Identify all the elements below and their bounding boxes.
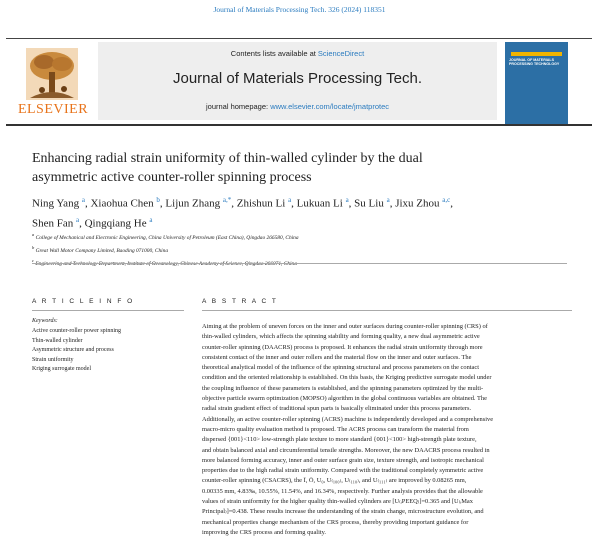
- affiliation-text: Great Wall Motor Company Limited, Baoding 071000, China: [35, 247, 169, 254]
- abstract-line: Principal₎]=0.438. These results increase the understanding of the strain change, microstructure evolution, and: [202, 508, 484, 516]
- abstract-line: consistent contact of the inner and outer rollers and the material flow on the inner and outer surfaces. The: [202, 353, 472, 361]
- contents-line: [98, 49, 497, 58]
- author-affil-mark[interactable]: a,*: [222, 196, 232, 204]
- author-name[interactable]: Xiaohua Chen: [90, 197, 154, 210]
- journal-title[interactable]: Journal of Materials Processing Tech.: [172, 70, 422, 87]
- abstract-body: [202, 322, 572, 538]
- keyword-item: Strain uniformity: [32, 356, 74, 363]
- sciencedirect-link[interactable]: ScienceDirect: [317, 49, 365, 58]
- abstract-line: thin-walled cylinders, which affects the spinning stability and forming quality, a new dual asymmetric active: [202, 333, 480, 341]
- abstract-line: mechanical properties change mechanism of the CRS process, thereby providing important guidance for: [202, 518, 469, 526]
- abstract-line: improving the CRS process and forming quality.: [202, 528, 327, 536]
- affiliation-item: [32, 256, 572, 269]
- contents-prefix: Contents lists available at: [230, 49, 318, 58]
- title-line-1: Enhancing radial strain uniformity of thin-walled cylinder by the dual: [32, 151, 423, 166]
- article-info-heading: A R T I C L E I N F O: [32, 298, 135, 305]
- author-name[interactable]: Lukuan Li: [296, 197, 343, 210]
- abstract-line: radial strain gradient effect of traditional spun parts is basically eliminated under this process parameters.: [202, 405, 472, 413]
- abstract-line: counter-roller spinning (CSACRS), the Ī, Ō, U₀, U₍₁₀₀₎, U₍₁₁₀₎, and U₍₁₁₁₎ are improved by 0.08265 mm,: [202, 477, 467, 485]
- author-affil-mark[interactable]: a: [149, 215, 153, 224]
- author-affil-mark[interactable]: a: [386, 196, 390, 204]
- abstract-line: condition and the oriented relationship is established. On this basis, the Kriging predictive surrogate model under: [202, 374, 492, 382]
- author-name[interactable]: Zhishun Li: [236, 197, 286, 210]
- keyword-item: Asymmetric structure and process: [32, 347, 114, 353]
- abstract-line: counter-roller spinning (DAACRS) process is proposed. It enhances the radial strain uniformity through more: [202, 343, 483, 351]
- homepage-link[interactable]: www.elsevier.com/locate/jmatprotec: [270, 102, 389, 111]
- author-name[interactable]: Qingqiang He: [84, 217, 147, 230]
- keyword-item: Active counter-roller power spinning: [32, 328, 122, 334]
- affiliation-mark: b: [32, 244, 35, 250]
- affiliation-mark: a: [32, 232, 35, 237]
- abstract-line: Aiming at the problem of uneven forces on the inner and outer surfaces during counter-roller spinning (CRS) of: [202, 323, 488, 330]
- author-affil-mark[interactable]: a: [288, 196, 292, 204]
- homepage-line: [98, 102, 497, 111]
- abstract-line: theoretical analytical model of the influence of the spinning structural and process parameters on the contact: [202, 364, 480, 372]
- author-affil-mark[interactable]: b: [156, 196, 160, 204]
- abstract-heading: A B S T R A C T: [202, 298, 278, 305]
- abstract-line: more balanced forming accuracy, inner and outer surface grain size, texture strength, and isotropic mechanical: [202, 456, 484, 464]
- author-name[interactable]: Shen Fan: [32, 217, 74, 230]
- affiliation-item: [32, 230, 572, 243]
- abstract-line: 0.00335 mm, 4.83‰, 10.55%, 11.54%, and 16.34%, respectively. Further analysis provides that the allowable: [202, 487, 483, 495]
- author-affil-mark[interactable]: a,c: [442, 196, 451, 204]
- affiliation-item: [32, 243, 572, 256]
- elsevier-logo[interactable]: [6, 42, 98, 122]
- affiliation-text: College of Mechanical and Electronic Engineering, China University of Petroleum (East China), Qingdao 266580, China: [35, 234, 299, 241]
- article-info-rule: [32, 310, 184, 311]
- abstract-line: objective particle swarm optimization (MOPSO) algorithm in the global continuous variables are obtained. The: [202, 395, 487, 403]
- author-name[interactable]: Su Liu: [354, 197, 384, 210]
- affiliations-rule: [32, 263, 567, 264]
- bottom-rule: [6, 124, 592, 126]
- top-rule: [6, 38, 592, 39]
- affiliation-mark: c: [32, 257, 34, 263]
- keyword-item: Kriging surrogate model: [32, 366, 91, 372]
- author-line-2: Shen Fan $^a$, Qingqiang He $^a$: [32, 215, 153, 230]
- author-list: [32, 192, 572, 231]
- cover-accent: [511, 52, 562, 56]
- publisher-name: ELSEVIER: [17, 102, 89, 117]
- author-name[interactable]: Ning Yang: [32, 197, 80, 210]
- author-affil-mark[interactable]: a: [345, 196, 349, 204]
- author-line-1: Ning Yang $^a$, Xiaohua Chen $^b$, Lijun Zhang $^{a,*}$, Zhishun Li $^a$, Lukuan Li $^a$, Su Liu $^a$, Jixu Zhou $^{a,c}$,: [32, 196, 453, 210]
- masthead: [6, 20, 592, 128]
- keywords-label: Keywords:: [32, 318, 58, 324]
- author-name[interactable]: Jixu Zhou: [395, 197, 440, 210]
- keyword-item: Thin-walled cylinder: [32, 337, 83, 344]
- article-title: [32, 149, 572, 187]
- journal-reference[interactable]: Journal of Materials Processing Tech. 326 (2024) 118351: [213, 5, 386, 14]
- abstract-line: macro-micro quality evaluation method is proposed. The ACRS process can transform the material from: [202, 425, 469, 433]
- abstract-rule: [202, 310, 572, 311]
- abstract-line: and obtain balanced axial and circumferential tensile strengths. Moreover, the new DAACRS process resulted in: [202, 446, 490, 454]
- abstract-line: properties due to the high radial strain uniformity. Compared with the traditional completely symmetric active: [202, 467, 484, 475]
- abstract-line: values of strain uniformity for the higher quality thin-walled cylinders are [U₍ᵢPEEQ₎]=0.365 and [U₍ᵢMax: [202, 498, 473, 506]
- author-name[interactable]: Lijun Zhang: [165, 197, 221, 210]
- cover-title: JOURNAL OF MATERIALS PROCESSING TECHNOLOGY: [509, 58, 560, 67]
- abstract-line: the coupling influence of these parameters is established, and the spinning parameters optimized by the multi-: [202, 384, 484, 392]
- author-affil-mark[interactable]: a: [81, 196, 85, 204]
- abstract-line: Additionally, an active counter-roller spinning (ACRS) machine is independently developed and a comprehensive: [202, 415, 494, 423]
- abstract-line: dispersed {001}<110> low-strength plate texture to more standard {001}<100> high-strength plate texture,: [202, 436, 477, 444]
- keywords-list: [32, 327, 121, 375]
- homepage-prefix: journal homepage:: [205, 102, 271, 111]
- author-affil-mark[interactable]: a: [76, 215, 80, 224]
- title-line-2: asymmetric active counter-roller spinning process: [32, 170, 312, 185]
